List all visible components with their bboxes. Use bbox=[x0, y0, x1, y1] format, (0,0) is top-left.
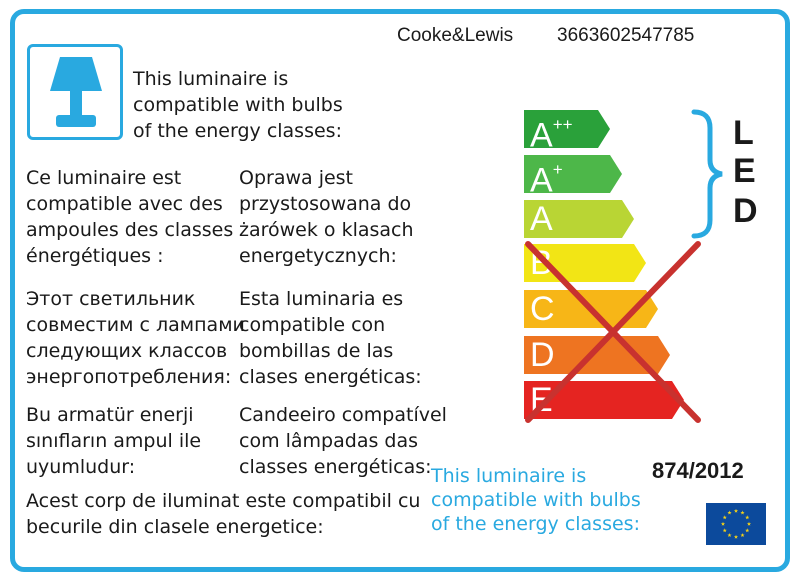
energy-class-letter: B bbox=[530, 244, 553, 282]
brand-name: Cooke&Lewis bbox=[397, 25, 514, 46]
text-line: sınıfların ampul ile bbox=[26, 430, 202, 452]
footer-text bbox=[431, 464, 641, 536]
text-line: Ce luminaire est bbox=[26, 167, 182, 189]
intro-line: of the energy classes: bbox=[133, 120, 342, 142]
energy-class-arrow bbox=[524, 110, 610, 155]
energy-class-letter: A++ bbox=[530, 115, 573, 155]
led-letter-l: L bbox=[733, 114, 754, 152]
lamp-icon bbox=[30, 47, 120, 137]
energy-class-letter: D bbox=[530, 336, 555, 374]
eu-flag-icon bbox=[706, 503, 766, 545]
intro-text bbox=[133, 66, 343, 144]
text-french bbox=[26, 165, 233, 269]
text-line: Bu armatür enerji bbox=[26, 404, 194, 426]
text-line: przystosowana do bbox=[239, 193, 412, 215]
incompatible-cross-icon bbox=[520, 238, 706, 426]
intro-line: This luminaire is bbox=[133, 68, 289, 90]
text-line: Oprawa jest bbox=[239, 167, 354, 189]
footer-line: of the energy classes: bbox=[431, 513, 640, 535]
regulation-number: 874/2012 bbox=[652, 458, 744, 483]
text-line: следующих классов bbox=[26, 340, 228, 362]
led-letter-d: D bbox=[733, 192, 758, 230]
text-line: compatible avec des bbox=[26, 193, 223, 215]
text-spanish bbox=[239, 286, 422, 390]
energy-class-suffix: ++ bbox=[552, 115, 573, 134]
energy-class-suffix: + bbox=[552, 160, 563, 179]
energy-class-letter: A bbox=[530, 200, 553, 238]
text-line: ampoules des classes bbox=[26, 219, 234, 241]
text-line: energetycznych: bbox=[239, 245, 397, 267]
text-line: clases energéticas: bbox=[239, 366, 422, 388]
ean-code: 3663602547785 bbox=[557, 25, 695, 46]
text-line: com lâmpadas das bbox=[239, 430, 418, 452]
text-line: bombillas de las bbox=[239, 340, 394, 362]
text-russian bbox=[26, 286, 245, 390]
text-line: энергопотребления: bbox=[26, 366, 232, 388]
text-polish bbox=[239, 165, 414, 269]
energy-class-letter: E bbox=[530, 381, 553, 419]
text-line: Acest corp de iluminat este compatibil cu bbox=[26, 490, 421, 512]
text-line: Esta luminaria es bbox=[239, 288, 404, 310]
text-portuguese bbox=[239, 402, 447, 480]
text-line: becurile din clasele energetice: bbox=[26, 516, 324, 538]
intro-line: compatible with bulbs bbox=[133, 94, 343, 116]
text-line: classes energéticas: bbox=[239, 456, 432, 478]
text-line: uyumludur: bbox=[26, 456, 136, 478]
footer-line: This luminaire is bbox=[431, 465, 587, 487]
text-turkish bbox=[26, 402, 201, 480]
text-romanian bbox=[26, 488, 420, 540]
energy-class-arrow bbox=[524, 155, 622, 200]
footer-line: compatible with bulbs bbox=[431, 489, 641, 511]
text-line: żarówek o klasach bbox=[239, 219, 414, 241]
energy-class-arrow bbox=[524, 200, 634, 238]
text-line: énergétiques : bbox=[26, 245, 164, 267]
energy-class-letter: C bbox=[530, 290, 555, 328]
energy-class-letter: A+ bbox=[530, 160, 563, 200]
text-line: Этот светильник bbox=[26, 288, 196, 310]
led-bracket-icon bbox=[690, 108, 726, 240]
led-letter-e: E bbox=[733, 152, 756, 190]
text-line: compatible con bbox=[239, 314, 386, 336]
text-line: совместим с лампами bbox=[26, 314, 245, 336]
text-line: Candeeiro compatível bbox=[239, 404, 447, 426]
lamp-icon-box bbox=[27, 44, 123, 140]
